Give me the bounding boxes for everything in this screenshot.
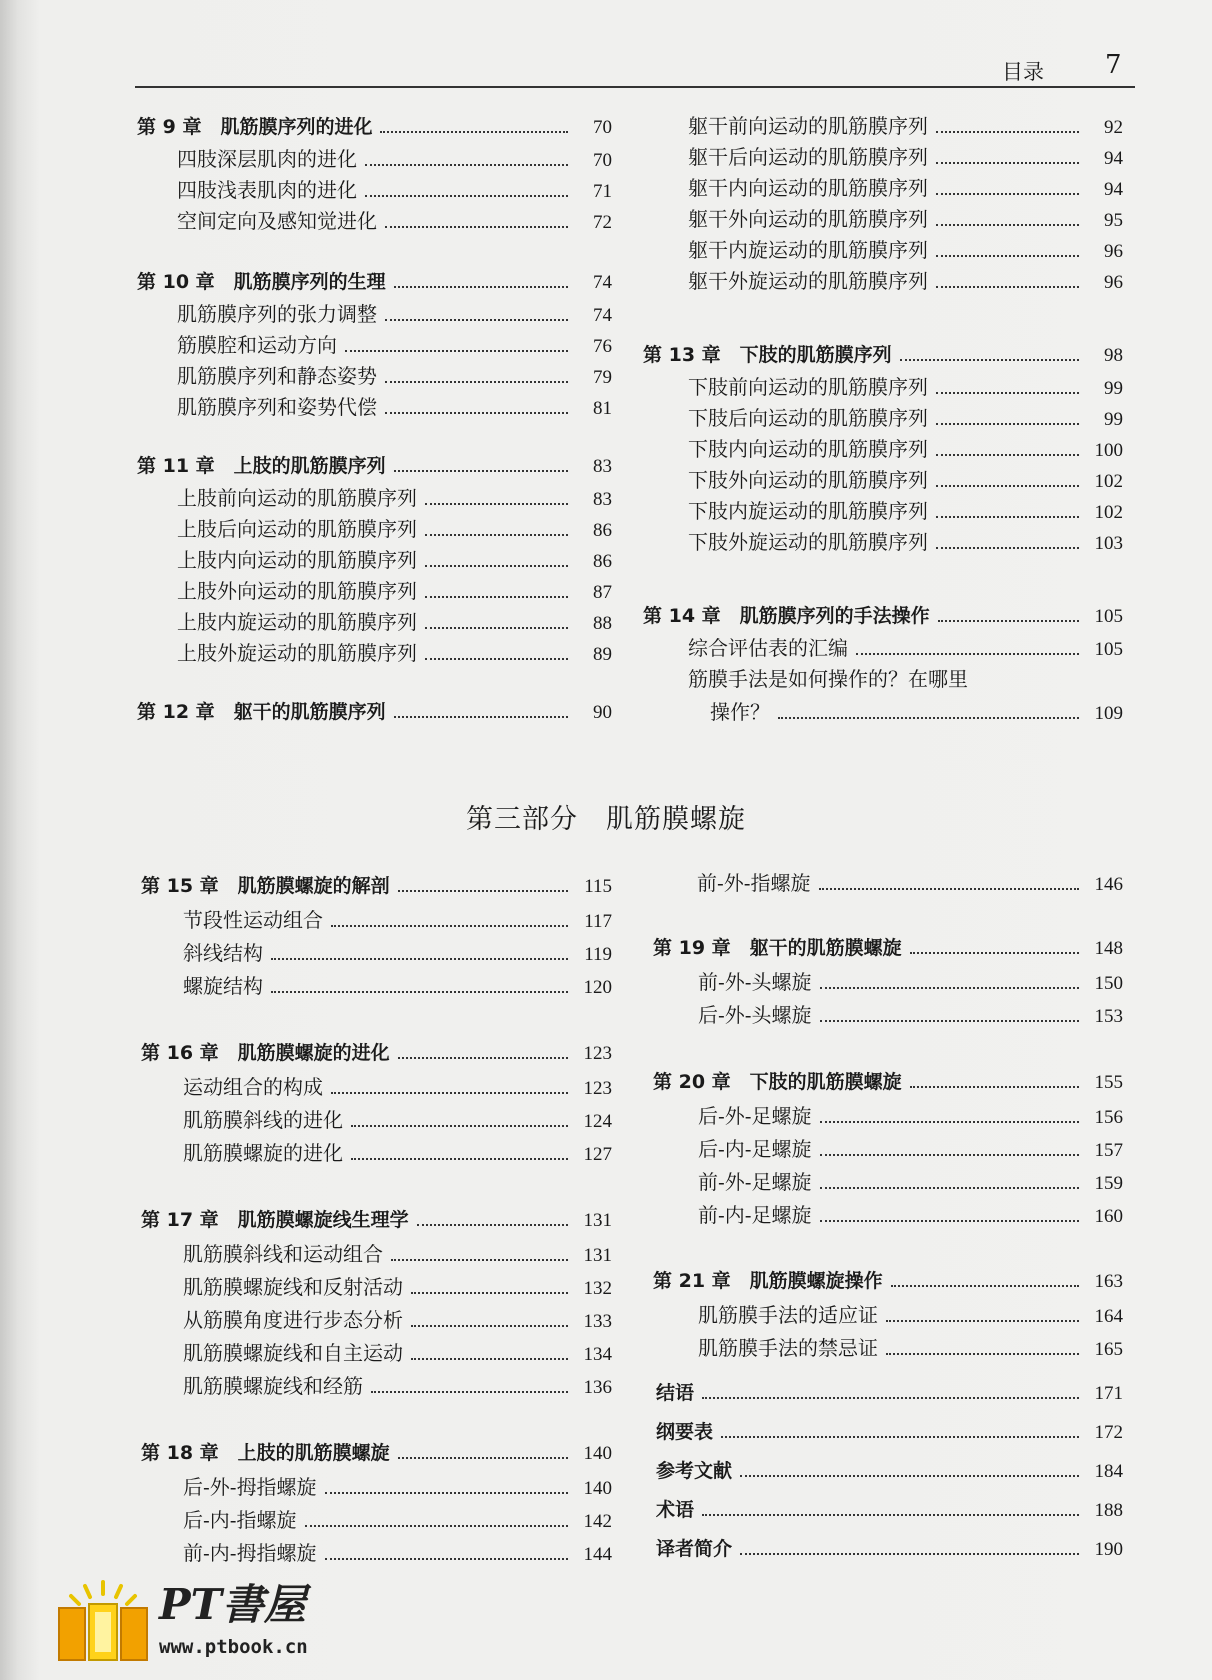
- toc-page-number: 95: [1104, 210, 1123, 231]
- toc-entry-title: 下肢外旋运动的肌筋膜序列: [688, 530, 928, 554]
- toc-chapter-entry[interactable]: [137, 697, 612, 727]
- dot-leader: [886, 1320, 1079, 1322]
- toc-entry[interactable]: [177, 360, 612, 390]
- dot-leader: [936, 224, 1079, 226]
- toc-page-number: 76: [593, 336, 612, 357]
- toc-entry-title: 肌筋膜螺旋线和经筋: [183, 1374, 363, 1398]
- toc-page-number: 109: [1094, 703, 1123, 724]
- dot-leader: [891, 1285, 1079, 1287]
- dot-leader: [385, 412, 568, 414]
- toc-entry-title: 肌筋膜螺旋线和反射活动: [183, 1275, 403, 1299]
- toc-entry-title: 上肢前向运动的肌筋膜序列: [177, 486, 417, 510]
- toc-page-number: 102: [1094, 502, 1123, 523]
- dot-leader: [425, 565, 568, 567]
- toc-chapter-entry[interactable]: [643, 340, 1123, 370]
- toc-entry-title: 上肢内旋运动的肌筋膜序列: [177, 610, 417, 634]
- toc-page-number: 190: [1094, 1539, 1123, 1560]
- page-number: 7: [1105, 50, 1122, 80]
- toc-chapter-entry[interactable]: [656, 1456, 1123, 1486]
- toc-entry-title: 肌筋膜序列和静态姿势: [177, 364, 377, 388]
- toc-page-number: 105: [1094, 639, 1123, 660]
- toc-page-number: 87: [593, 582, 612, 603]
- header-rule: [135, 86, 1135, 88]
- dot-leader: [740, 1475, 1079, 1477]
- dot-leader: [305, 1525, 568, 1527]
- toc-entry-title: 四肢深层肌肉的进化: [177, 147, 357, 171]
- dot-leader: [411, 1358, 568, 1360]
- toc-page-number: 150: [1094, 973, 1123, 994]
- toc-entry-title: 肌筋膜斜线的进化: [183, 1108, 343, 1132]
- toc-entry-title: 前-内-拇指螺旋: [183, 1541, 317, 1565]
- dot-leader: [394, 286, 568, 288]
- toc-page-number: 153: [1094, 1006, 1123, 1027]
- dot-leader: [910, 1086, 1079, 1088]
- toc-page-number: 86: [593, 520, 612, 541]
- dot-leader: [391, 1259, 568, 1261]
- toc-entry-title: 第 20 章 下肢的肌筋膜螺旋: [653, 1071, 902, 1093]
- dot-leader: [351, 1158, 568, 1160]
- toc-entry-title: 纲要表: [656, 1421, 714, 1443]
- toc-entry[interactable]: [183, 1071, 612, 1101]
- toc-entry[interactable]: [183, 1471, 612, 1501]
- toc-page-number: 94: [1104, 179, 1123, 200]
- toc-chapter-entry[interactable]: [656, 1495, 1123, 1525]
- toc-entry[interactable]: [698, 1199, 1123, 1229]
- dot-leader: [702, 1397, 1079, 1399]
- toc-entry[interactable]: [177, 575, 612, 605]
- toc-entry[interactable]: [177, 606, 612, 636]
- toc-page-number: 86: [593, 551, 612, 572]
- toc-entry[interactable]: [688, 632, 1123, 662]
- toc-entry[interactable]: [688, 433, 1123, 463]
- toc-entry-title: 前-外-头螺旋: [698, 970, 812, 994]
- toc-entry[interactable]: [688, 526, 1123, 556]
- toc-entry-title: 下肢内旋运动的肌筋膜序列: [688, 499, 928, 523]
- toc-page-number: 140: [583, 1443, 612, 1464]
- dot-leader: [331, 925, 568, 927]
- logo-url: www.ptbook.cn: [159, 1636, 308, 1658]
- toc-entry-title: 螺旋结构: [183, 974, 263, 998]
- toc-entry-title: 后-外-头螺旋: [698, 1003, 812, 1027]
- toc-page-number: 74: [593, 272, 612, 293]
- dot-leader: [271, 991, 568, 993]
- dot-leader: [411, 1292, 568, 1294]
- toc-page-number: 156: [1094, 1107, 1123, 1128]
- toc-entry-title: 后-外-足螺旋: [698, 1104, 812, 1128]
- toc-entry[interactable]: [177, 205, 612, 235]
- toc-page-number: 157: [1094, 1140, 1123, 1161]
- toc-entry[interactable]: [177, 143, 612, 173]
- dot-leader: [900, 359, 1079, 361]
- toc-page-number: 120: [583, 977, 612, 998]
- toc-entry[interactable]: [698, 999, 1123, 1029]
- toc-page-number: 94: [1104, 148, 1123, 169]
- dot-leader: [425, 596, 568, 598]
- toc-entry-title: 前-外-指螺旋: [697, 871, 811, 895]
- toc-entry[interactable]: [688, 371, 1123, 401]
- toc-entry-title: 下肢内向运动的肌筋膜序列: [688, 437, 928, 461]
- toc-page-number: 70: [593, 150, 612, 171]
- dot-leader: [385, 319, 568, 321]
- dot-leader: [819, 888, 1079, 890]
- toc-entry[interactable]: [183, 970, 612, 1000]
- toc-page-number: 115: [584, 876, 612, 897]
- toc-page-number: 83: [593, 456, 612, 477]
- toc-page-number: 140: [583, 1478, 612, 1499]
- dot-leader: [398, 890, 568, 892]
- toc-chapter-entry[interactable]: [653, 1067, 1123, 1097]
- dot-leader: [417, 1224, 568, 1226]
- toc-entry-title: 译者简介: [656, 1538, 733, 1560]
- toc-entry-title: 四肢浅表肌肉的进化: [177, 178, 357, 202]
- toc-page-number: 142: [583, 1511, 612, 1532]
- dot-leader: [938, 620, 1079, 622]
- dot-leader: [936, 454, 1079, 456]
- toc-page-number: 96: [1104, 272, 1123, 293]
- toc-page-number: 159: [1094, 1173, 1123, 1194]
- dot-leader: [936, 423, 1079, 425]
- toc-entry-title: 从筋膜角度进行步态分析: [183, 1308, 403, 1332]
- toc-entry-title: 前-外-足螺旋: [698, 1170, 812, 1194]
- toc-entry[interactable]: [688, 234, 1123, 264]
- toc-page-number: 164: [1094, 1306, 1123, 1327]
- toc-page-number: 155: [1094, 1072, 1123, 1093]
- toc-entry-title: 躯干内旋运动的肌筋膜序列: [688, 238, 928, 262]
- dot-leader: [394, 716, 568, 718]
- toc-entry-title: 第 14 章 肌筋膜序列的手法操作: [643, 605, 930, 627]
- toc-page-number: 83: [593, 489, 612, 510]
- dot-leader: [820, 1220, 1079, 1222]
- watermark-logo: [55, 1566, 355, 1676]
- dot-leader: [365, 164, 568, 166]
- toc-entry[interactable]: [698, 1166, 1123, 1196]
- toc-page-number: 171: [1094, 1383, 1123, 1404]
- toc-chapter-entry[interactable]: [137, 112, 612, 142]
- toc-entry[interactable]: [183, 1304, 612, 1334]
- toc-page-number: 105: [1094, 606, 1123, 627]
- toc-entry-title: 第 16 章 肌筋膜螺旋的进化: [141, 1042, 390, 1064]
- toc-entry-title: 躯干外向运动的肌筋膜序列: [688, 207, 928, 231]
- toc-page-number: 148: [1094, 938, 1123, 959]
- toc-page-number: 90: [593, 702, 612, 723]
- toc-entry-title: 上肢外旋运动的肌筋膜序列: [177, 641, 417, 665]
- toc-entry[interactable]: [177, 329, 612, 359]
- toc-entry-title: 术语: [656, 1499, 695, 1521]
- toc-entry[interactable]: [688, 495, 1123, 525]
- dot-leader: [411, 1325, 568, 1327]
- toc-entry-title: 节段性运动组合: [183, 908, 323, 932]
- dot-leader: [936, 392, 1079, 394]
- dot-leader: [331, 1092, 568, 1094]
- toc-page-number: 172: [1094, 1422, 1123, 1443]
- dot-leader: [820, 1187, 1079, 1189]
- toc-entry[interactable]: [688, 141, 1123, 171]
- toc-page-number: 81: [593, 398, 612, 419]
- dot-leader: [820, 1020, 1079, 1022]
- toc-entry-title: 第 10 章 肌筋膜序列的生理: [137, 271, 386, 293]
- book-logo-icon: [55, 1578, 151, 1664]
- dot-leader: [394, 470, 568, 472]
- toc-page-number: 98: [1104, 345, 1123, 366]
- toc-chapter-entry[interactable]: [141, 1438, 612, 1468]
- dot-leader: [820, 987, 1079, 989]
- toc-entry[interactable]: [177, 391, 612, 421]
- toc-entry-title: 躯干前向运动的肌筋膜序列: [688, 114, 928, 138]
- toc-page-number: 146: [1094, 874, 1123, 895]
- toc-page-number: 74: [593, 305, 612, 326]
- toc-entry-title: 前-内-足螺旋: [698, 1203, 812, 1227]
- toc-entry-title: 肌筋膜手法的适应证: [698, 1303, 878, 1327]
- toc-chapter-entry[interactable]: [653, 1266, 1123, 1296]
- toc-page-number: 163: [1094, 1271, 1123, 1292]
- toc-entry-title: 上肢外向运动的肌筋膜序列: [177, 579, 417, 603]
- toc-entry[interactable]: [710, 696, 1123, 726]
- dot-leader: [425, 534, 568, 536]
- toc-page-number: 79: [593, 367, 612, 388]
- toc-entry-title: 肌筋膜手法的禁忌证: [698, 1336, 878, 1360]
- toc-entry[interactable]: [183, 1504, 612, 1534]
- dot-leader: [936, 162, 1079, 164]
- toc-page-number: 71: [593, 181, 612, 202]
- toc-page-number: 131: [583, 1210, 612, 1231]
- toc-page-number: 127: [583, 1144, 612, 1165]
- dot-leader: [778, 717, 1079, 719]
- dot-leader: [271, 958, 568, 960]
- dot-leader: [351, 1125, 568, 1127]
- toc-entry[interactable]: [183, 937, 612, 967]
- dot-leader: [936, 131, 1079, 133]
- toc-entry-title: 筋膜腔和运动方向: [177, 333, 337, 357]
- dot-leader: [425, 627, 568, 629]
- dot-leader: [371, 1391, 568, 1393]
- toc-page-number: 123: [583, 1078, 612, 1099]
- toc-entry-title: 运动组合的构成: [183, 1075, 323, 1099]
- toc-entry[interactable]: [183, 1104, 612, 1134]
- toc-chapter-entry[interactable]: [137, 267, 612, 297]
- toc-chapter-entry[interactable]: [656, 1417, 1123, 1447]
- dot-leader: [910, 952, 1079, 954]
- toc-entry[interactable]: [698, 1100, 1123, 1130]
- dot-leader: [936, 485, 1079, 487]
- toc-entry[interactable]: [177, 298, 612, 328]
- toc-entry-title: 第 19 章 躯干的肌筋膜螺旋: [653, 937, 902, 959]
- toc-entry-title: 肌筋膜螺旋的进化: [183, 1141, 343, 1165]
- toc-entry-title: 肌筋膜序列和姿势代偿: [177, 395, 377, 419]
- dot-leader: [936, 286, 1079, 288]
- toc-entry[interactable]: [183, 1137, 612, 1167]
- toc-page-number: 124: [583, 1111, 612, 1132]
- toc-entry[interactable]: [688, 265, 1123, 295]
- toc-entry[interactable]: [688, 402, 1123, 432]
- toc-entry[interactable]: [177, 637, 612, 667]
- toc-entry[interactable]: [698, 1299, 1123, 1329]
- toc-page-number: 103: [1094, 533, 1123, 554]
- dot-leader: [345, 350, 568, 352]
- toc-entry[interactable]: [688, 172, 1123, 202]
- toc-entry[interactable]: [697, 867, 1123, 897]
- toc-page-number: 188: [1094, 1500, 1123, 1521]
- toc-entry[interactable]: [698, 1133, 1123, 1163]
- toc-entry-title: 后-外-拇指螺旋: [183, 1475, 317, 1499]
- toc-entry-title: 第 12 章 躯干的肌筋膜序列: [137, 701, 386, 723]
- dot-leader: [721, 1436, 1079, 1438]
- toc-entry-title: 肌筋膜螺旋线和自主运动: [183, 1341, 403, 1365]
- toc-page-number: 131: [583, 1245, 612, 1266]
- toc-entry[interactable]: [688, 110, 1123, 140]
- dot-leader: [820, 1154, 1079, 1156]
- toc-page-number: 96: [1104, 241, 1123, 262]
- toc-entry-title: 综合评估表的汇编: [688, 636, 848, 660]
- toc-page-number: 132: [583, 1278, 612, 1299]
- dot-leader: [385, 381, 568, 383]
- toc-entry[interactable]: [183, 904, 612, 934]
- toc-page-number: 160: [1094, 1206, 1123, 1227]
- toc-chapter-entry[interactable]: [141, 871, 612, 901]
- dot-leader: [702, 1514, 1079, 1516]
- toc-entry-title: 躯干后向运动的肌筋膜序列: [688, 145, 928, 169]
- toc-entry-title: 第 9 章 肌筋膜序列的进化: [137, 116, 373, 138]
- toc-chapter-entry[interactable]: [656, 1378, 1123, 1408]
- toc-entry-title: 筋膜手法是如何操作的？在哪里: [688, 667, 968, 691]
- toc-entry[interactable]: [177, 482, 612, 512]
- dot-leader: [398, 1457, 568, 1459]
- toc-entry-title: 空间定向及感知觉进化: [177, 209, 377, 233]
- dot-leader: [380, 131, 568, 133]
- toc-entry[interactable]: [688, 203, 1123, 233]
- dot-leader: [398, 1057, 568, 1059]
- toc-entry-title: 第 17 章 肌筋膜螺旋线生理学: [141, 1209, 409, 1231]
- toc-page-number: 88: [593, 613, 612, 634]
- dot-leader: [385, 226, 568, 228]
- dot-leader: [365, 195, 568, 197]
- toc-page-number: 184: [1094, 1461, 1123, 1482]
- toc-chapter-entry[interactable]: [643, 601, 1123, 631]
- toc-page-number: 165: [1094, 1339, 1123, 1360]
- dot-leader: [425, 503, 568, 505]
- toc-page-number: 72: [593, 212, 612, 233]
- toc-entry[interactable]: [183, 1238, 612, 1268]
- toc-entry-title: 下肢前向运动的肌筋膜序列: [688, 375, 928, 399]
- toc-entry-title: 斜线结构: [183, 941, 263, 965]
- toc-chapter-entry[interactable]: [137, 451, 612, 481]
- toc-page-number: 100: [1094, 440, 1123, 461]
- toc-entry-title: 第 21 章 肌筋膜螺旋操作: [653, 1270, 883, 1292]
- toc-entry-title: 后-内-指螺旋: [183, 1508, 297, 1532]
- dot-leader: [820, 1121, 1079, 1123]
- toc-page-number: 123: [583, 1043, 612, 1064]
- dot-leader: [936, 255, 1079, 257]
- toc-entry-title: 肌筋膜斜线和运动组合: [183, 1242, 383, 1266]
- toc-entry-title: 第 18 章 上肢的肌筋膜螺旋: [141, 1442, 390, 1464]
- toc-page-number: 99: [1104, 409, 1123, 430]
- dot-leader: [425, 658, 568, 660]
- toc-entry[interactable]: [177, 513, 612, 543]
- toc-page-number: 117: [584, 911, 612, 932]
- toc-page-number: 70: [593, 117, 612, 138]
- toc-entry-title: 上肢内向运动的肌筋膜序列: [177, 548, 417, 572]
- logo-text: PT書屋: [159, 1580, 306, 1629]
- toc-chapter-entry[interactable]: [141, 1205, 612, 1235]
- toc-entry-title: 第 11 章 上肢的肌筋膜序列: [137, 455, 386, 477]
- toc-entry[interactable]: [183, 1537, 612, 1567]
- toc-page-number: 89: [593, 644, 612, 665]
- toc-chapter-entry[interactable]: [656, 1534, 1123, 1564]
- toc-page-number: 92: [1104, 117, 1123, 138]
- dot-leader: [936, 193, 1079, 195]
- toc-entry-title: 第 15 章 肌筋膜螺旋的解剖: [141, 875, 390, 897]
- toc-entry[interactable]: [688, 464, 1123, 494]
- toc-entry[interactable]: [183, 1271, 612, 1301]
- toc-entry[interactable]: [698, 1332, 1123, 1362]
- toc-page-number: 102: [1094, 471, 1123, 492]
- toc-entry-title: 参考文献: [656, 1460, 733, 1482]
- toc-entry-title: 第 13 章 下肢的肌筋膜序列: [643, 344, 892, 366]
- toc-entry-title: 肌筋膜序列的张力调整: [177, 302, 377, 326]
- toc-chapter-entry[interactable]: [141, 1038, 612, 1068]
- toc-entry-title: 躯干内向运动的肌筋膜序列: [688, 176, 928, 200]
- toc-page-number: 99: [1104, 378, 1123, 399]
- dot-leader: [936, 547, 1079, 549]
- dot-leader: [886, 1353, 1079, 1355]
- toc-chapter-entry[interactable]: [653, 933, 1123, 963]
- toc-entry[interactable]: [183, 1337, 612, 1367]
- toc-page-number: 136: [583, 1377, 612, 1398]
- toc-page-number: 144: [583, 1544, 612, 1565]
- toc-entry[interactable]: [183, 1370, 612, 1400]
- toc-entry-title: 后-内-足螺旋: [698, 1137, 812, 1161]
- toc-entry-title: 操作？: [710, 700, 770, 724]
- part-title: 第三部分 肌筋膜螺旋: [466, 804, 746, 835]
- toc-page-number: 119: [584, 944, 612, 965]
- dot-leader: [936, 516, 1079, 518]
- toc-page-number: 133: [583, 1311, 612, 1332]
- dot-leader: [856, 653, 1079, 655]
- dot-leader: [325, 1558, 568, 1560]
- toc-page-number: 134: [583, 1344, 612, 1365]
- toc-entry[interactable]: [177, 544, 612, 574]
- toc-entry-title: 上肢后向运动的肌筋膜序列: [177, 517, 417, 541]
- toc-entry-title: 结语: [656, 1382, 695, 1404]
- toc-entry-title: 下肢后向运动的肌筋膜序列: [688, 406, 928, 430]
- dot-leader: [740, 1553, 1079, 1555]
- header-title: 目录: [1002, 60, 1044, 84]
- toc-entry[interactable]: [177, 174, 612, 204]
- toc-entry-title: 下肢外向运动的肌筋膜序列: [688, 468, 928, 492]
- dot-leader: [325, 1492, 568, 1494]
- toc-entry-title: 躯干外旋运动的肌筋膜序列: [688, 269, 928, 293]
- toc-entry[interactable]: [698, 966, 1123, 996]
